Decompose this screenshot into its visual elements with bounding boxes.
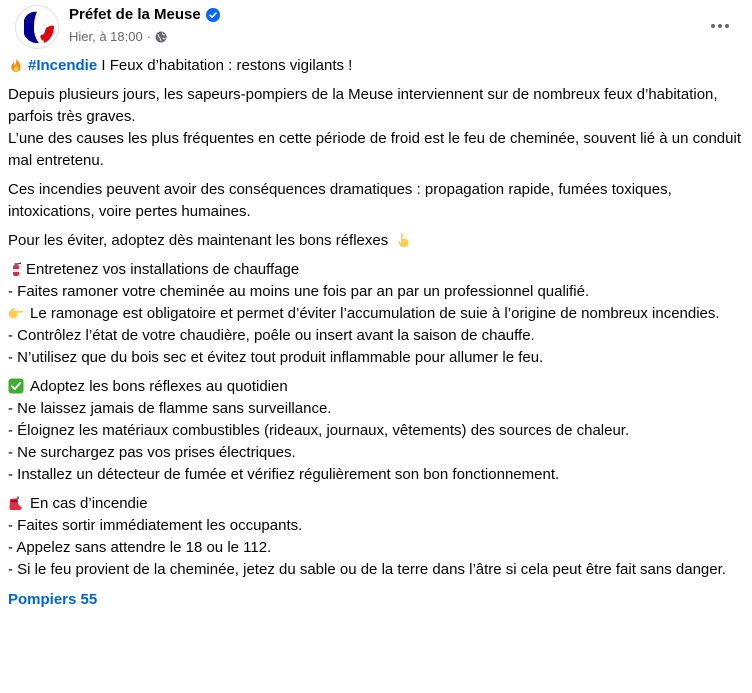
post-title-text: I Feux d’habitation : restons vigilants ! [97, 57, 353, 74]
marianne-logo-icon [16, 6, 59, 49]
pointing-right-icon [8, 305, 24, 321]
list-item: - Contrôlez l’état de votre chaudière, poêle ou insert avant la saison de chauffe. [8, 327, 535, 344]
list-item: - N’utilisez que du bois sec et évitez tout produit inflammable pour allumer le feu. [8, 349, 544, 366]
section-quotidien [8, 376, 744, 486]
note-text: Le ramonage est obligatoire et permet d’éviter l’accumulation de suie à l’origine de nombreux incendies. [30, 305, 720, 322]
note-line [8, 303, 744, 325]
list-item: - Installez un détecteur de fumée et vérifiez régulièrement son bon fonctionnement. [8, 466, 560, 483]
section-incendie [8, 493, 744, 581]
section-heading [8, 259, 744, 281]
list-item: - Ne laissez jamais de flamme sans surveillance. [8, 400, 332, 417]
intro-line: L’une des causes les plus fréquentes en cette période de froid est le feu de cheminée, souvent lié à un conduit mal entretenu. [8, 130, 741, 169]
page-name[interactable]: Préfet de la Meuse [69, 6, 201, 23]
section-heading [8, 376, 744, 398]
check-mark-icon [8, 378, 24, 394]
post-meta [69, 29, 167, 44]
post-timestamp[interactable]: Hier, à 18:00 [69, 29, 143, 44]
post-footer [8, 588, 744, 611]
list-item: - Faites sortir immédiatement les occupants. [8, 517, 303, 534]
fire-extinguisher-icon [8, 495, 24, 511]
meta-separator: · [146, 29, 152, 44]
globe-icon[interactable] [155, 31, 167, 43]
pointing-down-icon [395, 232, 411, 248]
verified-badge-icon [206, 8, 220, 22]
list-item: - Éloignez les matériaux combustibles (rideaux, journaux, vêtements) des sources de chaleur. [8, 422, 630, 439]
intro-line: Depuis plusieurs jours, les sapeurs-pompiers de la Meuse interviennent sur de nombreux feux d’habitation, parfois très graves. [8, 86, 718, 125]
page-avatar[interactable] [15, 5, 59, 49]
list-item: - Ne surchargez pas vos prises électriques. [8, 444, 296, 461]
consequences-paragraph: Ces incendies peuvent avoir des conséquences dramatiques : propagation rapide, fumées toxiques, intoxications, voire pertes humaines. [8, 181, 672, 220]
section-chauffage [8, 259, 744, 369]
post-header [8, 0, 744, 55]
list-item: - Faites ramoner votre cheminée au moins une fois par an par un professionnel qualifié. [8, 283, 590, 300]
more-options-button[interactable] [704, 10, 736, 42]
dot [718, 24, 722, 28]
page-name-link[interactable] [69, 6, 220, 23]
fire-icon [8, 57, 24, 73]
reflexes-intro-paragraph [8, 230, 744, 252]
pompiers-55-link[interactable]: Pompiers 55 [8, 591, 98, 608]
section-heading [8, 493, 744, 515]
hashtag-link[interactable]: #Incendie [28, 57, 98, 74]
section-title: Adoptez les bons réflexes au quotidien [30, 378, 288, 395]
post-title-line [8, 55, 744, 77]
list-item: - Si le feu provient de la cheminée, jetez du sable ou de la terre dans l’âtre si cela peut être fait sans danger. [8, 561, 726, 578]
list-item: - Appelez sans attendre le 18 ou le 112. [8, 539, 272, 556]
dot [711, 24, 715, 28]
intro-paragraph [8, 84, 744, 172]
reflexes-intro-text: Pour les éviter, adoptez dès maintenant les bons réflexes [8, 232, 389, 249]
dot [725, 24, 729, 28]
section-title: Entretenez vos installations de chauffage [26, 261, 300, 278]
post-body [8, 55, 744, 611]
section-title: En cas d’incendie [30, 495, 148, 512]
fire-extinguisher-icon [8, 261, 24, 277]
